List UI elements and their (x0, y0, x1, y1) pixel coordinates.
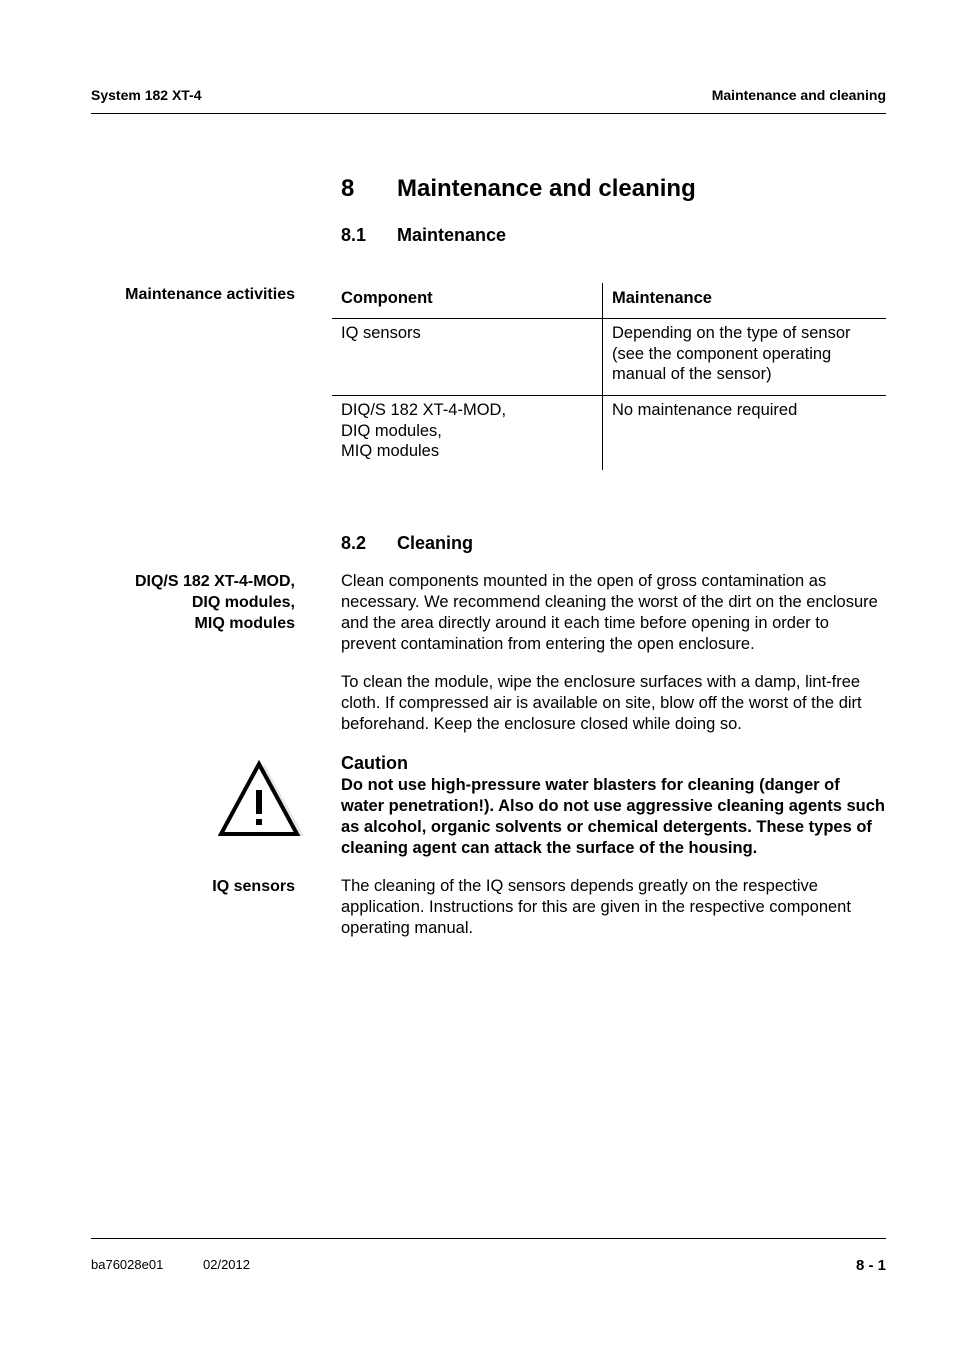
footer-date: 02/2012 (203, 1257, 250, 1272)
caution-text: Do not use high-pressure water blasters for cleaning (danger of water penetration!). Also do not use aggressive cleaning agents such as alcohol, organic solvents or chemical detergents. These types of cleaning agent can attack the surface of the housing. (341, 776, 886, 857)
table-header-row (332, 283, 886, 319)
section-2-title: Cleaning (397, 533, 474, 553)
header-left-title: System 182 XT-4 (91, 87, 202, 103)
cell-line: IQ sensors (341, 324, 421, 342)
table-cell-component (332, 396, 603, 471)
side-label-line: DIQ/S 182 XT-4-MOD, (134, 573, 295, 590)
cell-line: DIQ/S 182 XT-4-MOD, (341, 401, 507, 419)
side-label-maintenance-activities: Maintenance activities (125, 286, 295, 303)
chapter-number: 8 (341, 175, 355, 202)
table-cell-component (332, 319, 603, 396)
header-right-title: Maintenance and cleaning (711, 87, 886, 103)
cleaning-paragraph-1: Clean components mounted in the open of gross contamination as necessary. We recommend cleaning the worst of the dirt on the enclosure and the area directly around it each time before opening in order to prevent contamination from entering the open enclosure. (341, 572, 878, 653)
cell-line: MIQ modules (341, 442, 440, 460)
table-cell-maintenance (603, 319, 887, 396)
cleaning-paragraph-3: The cleaning of the IQ sensors depends greatly on the respective application. Instructions for this are given in the respective component operating manual. (341, 877, 851, 937)
cell-line: (see the component operating (612, 344, 832, 363)
side-label-modules (135, 571, 295, 634)
cell-line: Depending on the type of sensor (612, 324, 851, 342)
side-label-line: DIQ modules, (191, 594, 295, 611)
table-header-maintenance: Maintenance (603, 283, 887, 319)
footer-rule (91, 1238, 886, 1239)
cell-line: DIQ modules, (341, 421, 442, 440)
maintenance-table (332, 283, 886, 470)
header-rule (91, 113, 886, 114)
section-2-number: 8.2 (341, 533, 367, 553)
table-row (332, 396, 886, 471)
table-header-component: Component (332, 283, 603, 319)
section-1-number: 8.1 (341, 225, 367, 245)
section-1-title: Maintenance (397, 225, 507, 245)
cell-line: No maintenance required (612, 401, 798, 419)
caution-title: Caution (341, 753, 408, 773)
table-row (332, 319, 886, 396)
footer-page-number: 8 - 1 (855, 1257, 886, 1274)
chapter-title: Maintenance and cleaning (397, 175, 696, 202)
footer-doc-id: ba76028e01 (91, 1257, 164, 1272)
warning-triangle-icon (218, 758, 306, 838)
side-label-iq-sensors: IQ sensors (212, 878, 295, 895)
side-label-line: MIQ modules (194, 615, 295, 632)
cell-line: manual of the sensor) (612, 365, 772, 383)
cleaning-paragraph-2: To clean the module, wipe the enclosure surfaces with a damp, lint-free cloth. If compressed air is available on site, blow off the worst of the dirt beforehand. Keep the enclosure closed while doing so. (341, 673, 862, 733)
table-cell-maintenance (603, 396, 887, 471)
